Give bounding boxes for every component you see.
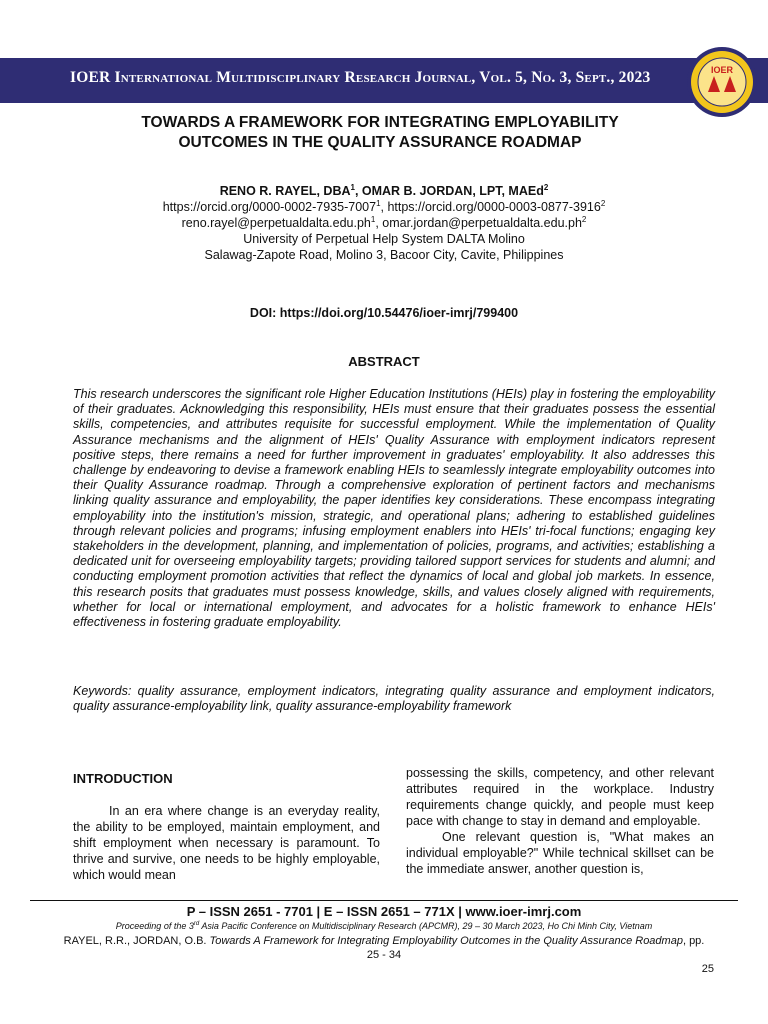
keywords-text: Keywords: quality assurance, employment indicators, integrating quality assurance and employment indicators, quality assurance-employability link, quality assurance-employability framework <box>73 684 715 714</box>
abstract-text: This research underscores the significant role Higher Education Institutions (HEIs) play in fostering the employability of their graduates. Acknowledging this responsibility, HEIs must ensure that their graduates possess the essential skills, competencies, and attributes requisite for successful employment. While the implementation of Quality Assurance mechanisms and the alignment of HEIs' Quality Assurance with employment indicators represent positive steps, there remains a need for further improvement in graduates' employability. It also addresses this challenge by endeavoring to devise a framework enabling HEIs to seamlessly integrate employability outcomes into their Quality Assurance roadmap. Through a comprehensive exploration of pertinent factors and mechanisms linking quality assurance and employability, the paper identifies key considerations. These encompass integrating employability into the institution's mission, strategic, and operational plans; adhering to established guidelines through relevant policies and programs; infusing employment enablers into HEIs' tri-focal functions; engaging key stakeholders in the development, planning, and implementation of policies, programs, and activities; establishing a dedicated unit for overseeing employability targets; providing tailored support services for students and alumni; and conducting employment promotion activities that reflect the dynamics of local and global job markets. In essence, this research posits that graduates must possess knowledge, skills, and values closely aligned with requirements, whether for local or international employment, and advocates for a holistic framework to enhance HEIs' effectiveness in fostering graduate employability. <box>73 387 715 630</box>
intro-paragraph-continued: possessing the skills, competency, and other relevant attributes required in the workplace. Industry requirements change quickly, and people must keep pace with change to stay in demand and employable. <box>406 766 714 828</box>
introduction-left-column: In an era where change is an everyday reality, the ability to be employed, maintain employment, and shift employment when necessary is paramount. To thrive and survive, one needs to be highly employable, which would mean <box>73 804 380 882</box>
author-block <box>84 183 684 263</box>
paper-title <box>60 113 700 153</box>
title-line-1: TOWARDS A FRAMEWORK FOR INTEGRATING EMPLOYABILITY <box>141 114 619 131</box>
author-address: Salawag-Zapote Road, Molino 3, Bacoor City, Cavite, Philippines <box>204 248 564 262</box>
author-emails: $reno.rayel@perpetualdalta.edu.ph^1$, $omar.jordan@perpetualdalta.edu.ph^2$ <box>181 214 587 230</box>
footer-proceeding: Proceeding of the 3rd Asia Pacific Conference on Multidisciplinary Research (APCMR), 29 – 30 March 2023, Ho Chi Minh City, Vietnam <box>115 921 653 931</box>
author-university: University of Perpetual Help System DALTA Molino <box>243 232 525 246</box>
journal-header: IOER International Multidisciplinary Research Journal, Vol. 5, No. 3, Sept., 2023 <box>70 69 651 86</box>
author-names: RENO R. RAYEL, DBA$^1$, OMAR B. JORDAN, LPT, MAEd$^2$ <box>219 182 549 198</box>
footer-divider <box>30 900 738 901</box>
footer-citation: RAYEL, R.R., JORDAN, O.B. Towards A Framework for Integrating Employability Outcomes in the Quality Assurance Roadmap, pp. 25 - 34 <box>63 935 705 961</box>
footer-issn: P – ISSN 2651 - 7701 | E – ISSN 2651 – 771X | www.ioer-imrj.com <box>186 904 582 919</box>
title-line-2: OUTCOMES IN THE QUALITY ASSURANCE ROADMAP <box>178 134 582 151</box>
abstract-heading: ABSTRACT <box>348 354 420 369</box>
ioer-logo <box>686 46 758 118</box>
introduction-right-column <box>406 765 714 877</box>
logo-text: IOER <box>710 65 734 75</box>
introduction-heading: INTRODUCTION <box>73 771 173 786</box>
intro-paragraph-2: One relevant question is, "What makes an individual employable?" While technical skillset can be the immediate answer, another question is, <box>406 830 714 876</box>
author-orcids: https://orcid.org/0000-0002-7935-7007$^1$, https://orcid.org/0000-0003-0877-3916$^2$ <box>162 198 606 214</box>
doi-link[interactable]: DOI: https://doi.org/10.54476/ioer-imrj/799400 <box>249 306 519 320</box>
page-number: 25 <box>701 963 714 975</box>
